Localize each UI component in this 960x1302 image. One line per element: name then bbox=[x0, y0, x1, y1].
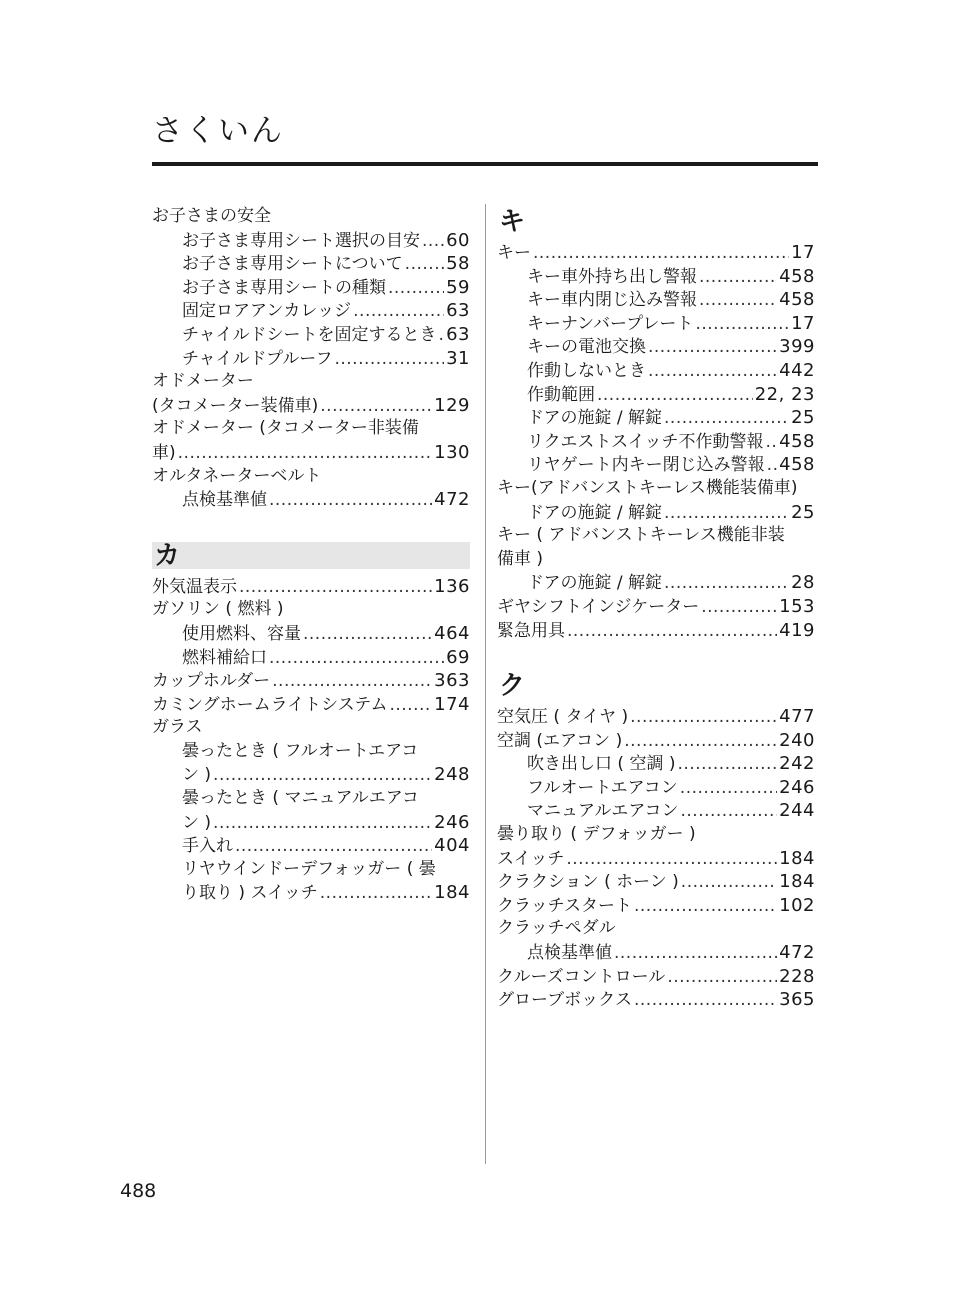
entry-page: 184 bbox=[434, 882, 470, 904]
leader-dots bbox=[269, 489, 432, 512]
entry-text: ドアの施錠 / 解錠 bbox=[527, 408, 663, 429]
index-heading: お子さまの安全 bbox=[152, 206, 271, 226]
leader-dots bbox=[213, 812, 432, 835]
index-entry bbox=[152, 622, 470, 646]
entry-page: 246 bbox=[434, 811, 470, 833]
section-gap bbox=[152, 512, 470, 534]
entry-text: ギヤシフトインジケーター bbox=[497, 596, 700, 617]
entry-page: 242 bbox=[779, 753, 815, 775]
index-entry bbox=[152, 575, 470, 599]
entry-text: 固定ロアアンカレッジ bbox=[182, 301, 352, 322]
index-entry bbox=[497, 312, 815, 336]
index-entry bbox=[152, 881, 470, 905]
entry-page: 458 bbox=[779, 430, 815, 452]
index-entry bbox=[497, 705, 815, 729]
entry-text: キーナンバープレート bbox=[527, 313, 694, 334]
entry-page: 25 bbox=[791, 407, 815, 429]
index-heading: クラッチペダル bbox=[497, 918, 616, 939]
entry-text: グローブボックス bbox=[497, 990, 632, 1011]
entry-text: クラッチスタート bbox=[497, 895, 632, 916]
index-entry bbox=[497, 383, 815, 407]
index-heading: オドメーター bbox=[152, 371, 254, 392]
index-entry bbox=[497, 595, 815, 619]
leader-dots bbox=[405, 253, 444, 276]
leader-dots bbox=[422, 230, 444, 253]
index-entry bbox=[497, 288, 815, 312]
entry-text: 吹き出し口 ( 空調 ) bbox=[527, 754, 676, 775]
index-entry bbox=[152, 299, 470, 323]
leader-dots bbox=[334, 348, 444, 371]
entry-text: マニュアルエアコン bbox=[527, 801, 679, 822]
entry-page: 25 bbox=[791, 501, 815, 523]
entry-page: 130 bbox=[434, 441, 470, 463]
entry-text: スイッチ bbox=[497, 848, 565, 869]
entry-page: 246 bbox=[779, 776, 815, 798]
entry-text: ドアの施錠 / 解錠 bbox=[527, 573, 663, 594]
entry-page: 363 bbox=[434, 670, 470, 692]
entry-page: 58 bbox=[446, 253, 470, 275]
entry-page: 22, 23 bbox=[754, 383, 815, 405]
entry-text: リクエストスイッチ不作動警報 bbox=[527, 431, 764, 452]
entry-text: 空調 (エアコン ) bbox=[497, 730, 623, 751]
index-entry bbox=[497, 847, 815, 871]
leader-dots bbox=[624, 730, 777, 753]
section-gap bbox=[497, 642, 815, 664]
index-subheading: 曇ったとき ( マニュアルエアコ bbox=[182, 788, 419, 809]
entry-text: 空気圧 ( タイヤ ) bbox=[497, 707, 629, 728]
entry-page: 69 bbox=[446, 646, 470, 668]
leader-dots bbox=[664, 502, 789, 525]
index-entry bbox=[152, 811, 470, 835]
entry-page: 28 bbox=[791, 572, 815, 594]
entry-text: キーの電池交換 bbox=[527, 337, 646, 358]
index-entry bbox=[497, 752, 815, 776]
index-heading: ガソリン ( 燃料 ) bbox=[152, 599, 284, 620]
leader-dots bbox=[320, 882, 432, 905]
leader-dots bbox=[389, 694, 432, 717]
section-heading-ki: キ bbox=[499, 207, 526, 237]
index-heading: オルタネーターベルト bbox=[152, 465, 322, 486]
leader-dots bbox=[566, 848, 777, 871]
index-entry bbox=[497, 453, 815, 477]
entry-page: 458 bbox=[779, 454, 815, 476]
entry-page: 59 bbox=[446, 276, 470, 298]
entry-page: 17 bbox=[791, 242, 815, 263]
entry-page: 244 bbox=[779, 800, 815, 822]
leader-dots bbox=[533, 242, 789, 265]
entry-text: クラクション ( ホーン ) bbox=[497, 872, 679, 893]
leader-dots bbox=[614, 942, 777, 965]
entry-text: チャイルドプルーフ bbox=[182, 348, 333, 369]
entry-page: 248 bbox=[434, 764, 470, 786]
index-entry bbox=[497, 501, 815, 525]
entry-text: 車) bbox=[152, 442, 176, 463]
leader-dots bbox=[272, 670, 432, 693]
index-entry bbox=[152, 763, 470, 787]
index-entry bbox=[497, 241, 815, 265]
entry-page: 184 bbox=[779, 847, 815, 869]
leader-dots bbox=[664, 407, 789, 430]
title-rule bbox=[152, 162, 818, 166]
leader-dots bbox=[597, 384, 753, 407]
section-heading-ku: ク bbox=[499, 671, 526, 702]
entry-text: 燃料補給口 bbox=[182, 647, 267, 668]
leader-dots bbox=[699, 266, 777, 289]
index-entry bbox=[152, 347, 470, 371]
index-entry bbox=[152, 441, 470, 465]
entry-page: 472 bbox=[434, 489, 470, 511]
leader-dots bbox=[765, 431, 777, 454]
section-heading-ka: カ bbox=[152, 542, 470, 569]
index-entry bbox=[152, 646, 470, 670]
index-entry bbox=[497, 430, 815, 454]
leader-dots bbox=[439, 324, 445, 347]
entry-text: り取り ) スイッチ bbox=[182, 883, 318, 904]
index-entry bbox=[497, 619, 815, 643]
leader-dots bbox=[680, 777, 777, 800]
leader-dots bbox=[388, 277, 444, 300]
index-heading: 曇り取り ( デフォッガー ) bbox=[497, 824, 696, 845]
entry-text: 外気温表示 bbox=[152, 576, 237, 597]
entry-text: お子さま専用シートの種類 bbox=[182, 277, 386, 298]
entry-page: 419 bbox=[779, 619, 815, 641]
entry-text: 作動範囲 bbox=[527, 384, 595, 405]
entry-page: 129 bbox=[434, 394, 470, 416]
entry-page: 477 bbox=[779, 706, 815, 728]
index-column-left bbox=[152, 205, 470, 905]
index-entry bbox=[152, 394, 470, 418]
leader-dots bbox=[648, 360, 777, 383]
leader-dots bbox=[630, 706, 777, 729]
entry-page: 464 bbox=[434, 622, 470, 644]
page-title: さくいん bbox=[152, 113, 284, 149]
index-entry bbox=[497, 776, 815, 800]
entry-text: 手入れ bbox=[182, 836, 233, 857]
entry-text: ン ) bbox=[182, 812, 212, 833]
index-heading: キー(アドバンストキーレス機能装備車) bbox=[497, 477, 798, 498]
leader-dots bbox=[695, 313, 789, 336]
index-heading: ガラス bbox=[152, 717, 203, 738]
entry-page: 153 bbox=[779, 595, 815, 617]
leader-dots bbox=[567, 620, 777, 643]
leader-dots bbox=[699, 289, 777, 312]
index-entry bbox=[152, 323, 470, 347]
leader-dots bbox=[178, 442, 433, 465]
entry-page: 17 bbox=[791, 312, 815, 334]
entry-text: チャイルドシートを固定するとき bbox=[182, 324, 437, 345]
index-entry bbox=[497, 870, 815, 894]
entry-page: 404 bbox=[434, 835, 470, 857]
entry-page: 399 bbox=[779, 336, 815, 358]
entry-text: 作動しないとき bbox=[527, 360, 646, 381]
leader-dots bbox=[213, 764, 432, 787]
leader-dots bbox=[680, 800, 777, 823]
entry-page: 184 bbox=[779, 871, 815, 893]
index-entry bbox=[497, 406, 815, 430]
column-divider bbox=[485, 204, 486, 1164]
entry-text: お子さま専用シート選択の目安 bbox=[182, 230, 420, 251]
index-entry bbox=[152, 276, 470, 300]
entry-text: ン ) bbox=[182, 765, 212, 786]
leader-dots bbox=[235, 835, 432, 858]
entry-page: 472 bbox=[779, 942, 815, 964]
index-entry bbox=[497, 359, 815, 383]
entry-page: 174 bbox=[434, 693, 470, 715]
leader-dots bbox=[667, 966, 777, 989]
leader-dots bbox=[269, 647, 444, 670]
index-heading: 備車 ) bbox=[497, 548, 544, 569]
index-entry bbox=[497, 265, 815, 289]
entry-page: 31 bbox=[446, 347, 470, 369]
entry-page: 442 bbox=[779, 359, 815, 381]
entry-page: 102 bbox=[779, 894, 815, 916]
index-entry bbox=[152, 693, 470, 717]
leader-dots bbox=[677, 753, 777, 776]
entry-page: 458 bbox=[779, 265, 815, 287]
entry-text: ドアの施錠 / 解錠 bbox=[527, 502, 663, 523]
entry-text: リヤゲート内キー閉じ込み警報 bbox=[527, 455, 765, 476]
leader-dots bbox=[303, 623, 432, 646]
entry-text: キー車外持ち出し警報 bbox=[527, 266, 697, 287]
index-subheading: リヤウインドーデフォッガー ( 曇 bbox=[182, 858, 436, 879]
entry-page: 228 bbox=[779, 965, 815, 987]
entry-page: 63 bbox=[446, 323, 470, 345]
entry-text: クルーズコントロール bbox=[497, 966, 666, 987]
entry-text: 使用燃料、容量 bbox=[182, 623, 301, 644]
entry-text: カミングホームライトシステム bbox=[152, 694, 388, 715]
index-entry bbox=[497, 571, 815, 595]
leader-dots bbox=[767, 454, 777, 477]
leader-dots bbox=[320, 395, 432, 418]
index-entry bbox=[497, 799, 815, 823]
entry-text: お子さま専用シートについて bbox=[182, 254, 403, 275]
index-entry bbox=[497, 894, 815, 918]
leader-dots bbox=[701, 596, 777, 619]
entry-page: 60 bbox=[446, 229, 470, 251]
index-entry bbox=[152, 488, 470, 512]
leader-dots bbox=[353, 300, 444, 323]
entry-text: 点検基準値 bbox=[182, 490, 267, 511]
index-heading: キー ( アドバンストキーレス機能非装 bbox=[497, 525, 785, 546]
entry-text: (タコメーター装備車) bbox=[152, 395, 319, 416]
index-entry bbox=[497, 965, 815, 989]
index-column-right bbox=[497, 200, 815, 1012]
entry-text: フルオートエアコン bbox=[527, 777, 678, 798]
leader-dots bbox=[239, 576, 432, 599]
index-subheading: 曇ったとき ( フルオートエアコ bbox=[182, 740, 419, 761]
entry-text: 点検基準値 bbox=[527, 943, 612, 964]
index-entry bbox=[152, 834, 470, 858]
index-entry bbox=[497, 335, 815, 359]
index-entry bbox=[497, 729, 815, 753]
leader-dots bbox=[648, 336, 777, 359]
entry-page: 240 bbox=[779, 729, 815, 751]
leader-dots bbox=[664, 572, 789, 595]
entry-text: キー車内閉じ込み警報 bbox=[527, 290, 697, 311]
entry-text: カップホルダー bbox=[152, 671, 271, 692]
leader-dots bbox=[634, 895, 777, 918]
index-entry bbox=[152, 252, 470, 276]
leader-dots bbox=[681, 871, 777, 894]
entry-page: 136 bbox=[434, 575, 470, 597]
entry-page: 365 bbox=[779, 989, 815, 1011]
index-entry bbox=[497, 941, 815, 965]
index-entry bbox=[152, 669, 470, 693]
page-number: 488 bbox=[120, 1180, 157, 1202]
entry-page: 458 bbox=[779, 289, 815, 311]
entry-page: 63 bbox=[446, 300, 470, 322]
index-heading: オドメーター (タコメーター非装備 bbox=[152, 418, 419, 439]
entry-text: キー bbox=[497, 243, 531, 263]
leader-dots bbox=[634, 989, 777, 1012]
index-entry bbox=[152, 229, 470, 253]
entry-text: 緊急用具 bbox=[497, 620, 565, 641]
index-entry bbox=[497, 988, 815, 1012]
